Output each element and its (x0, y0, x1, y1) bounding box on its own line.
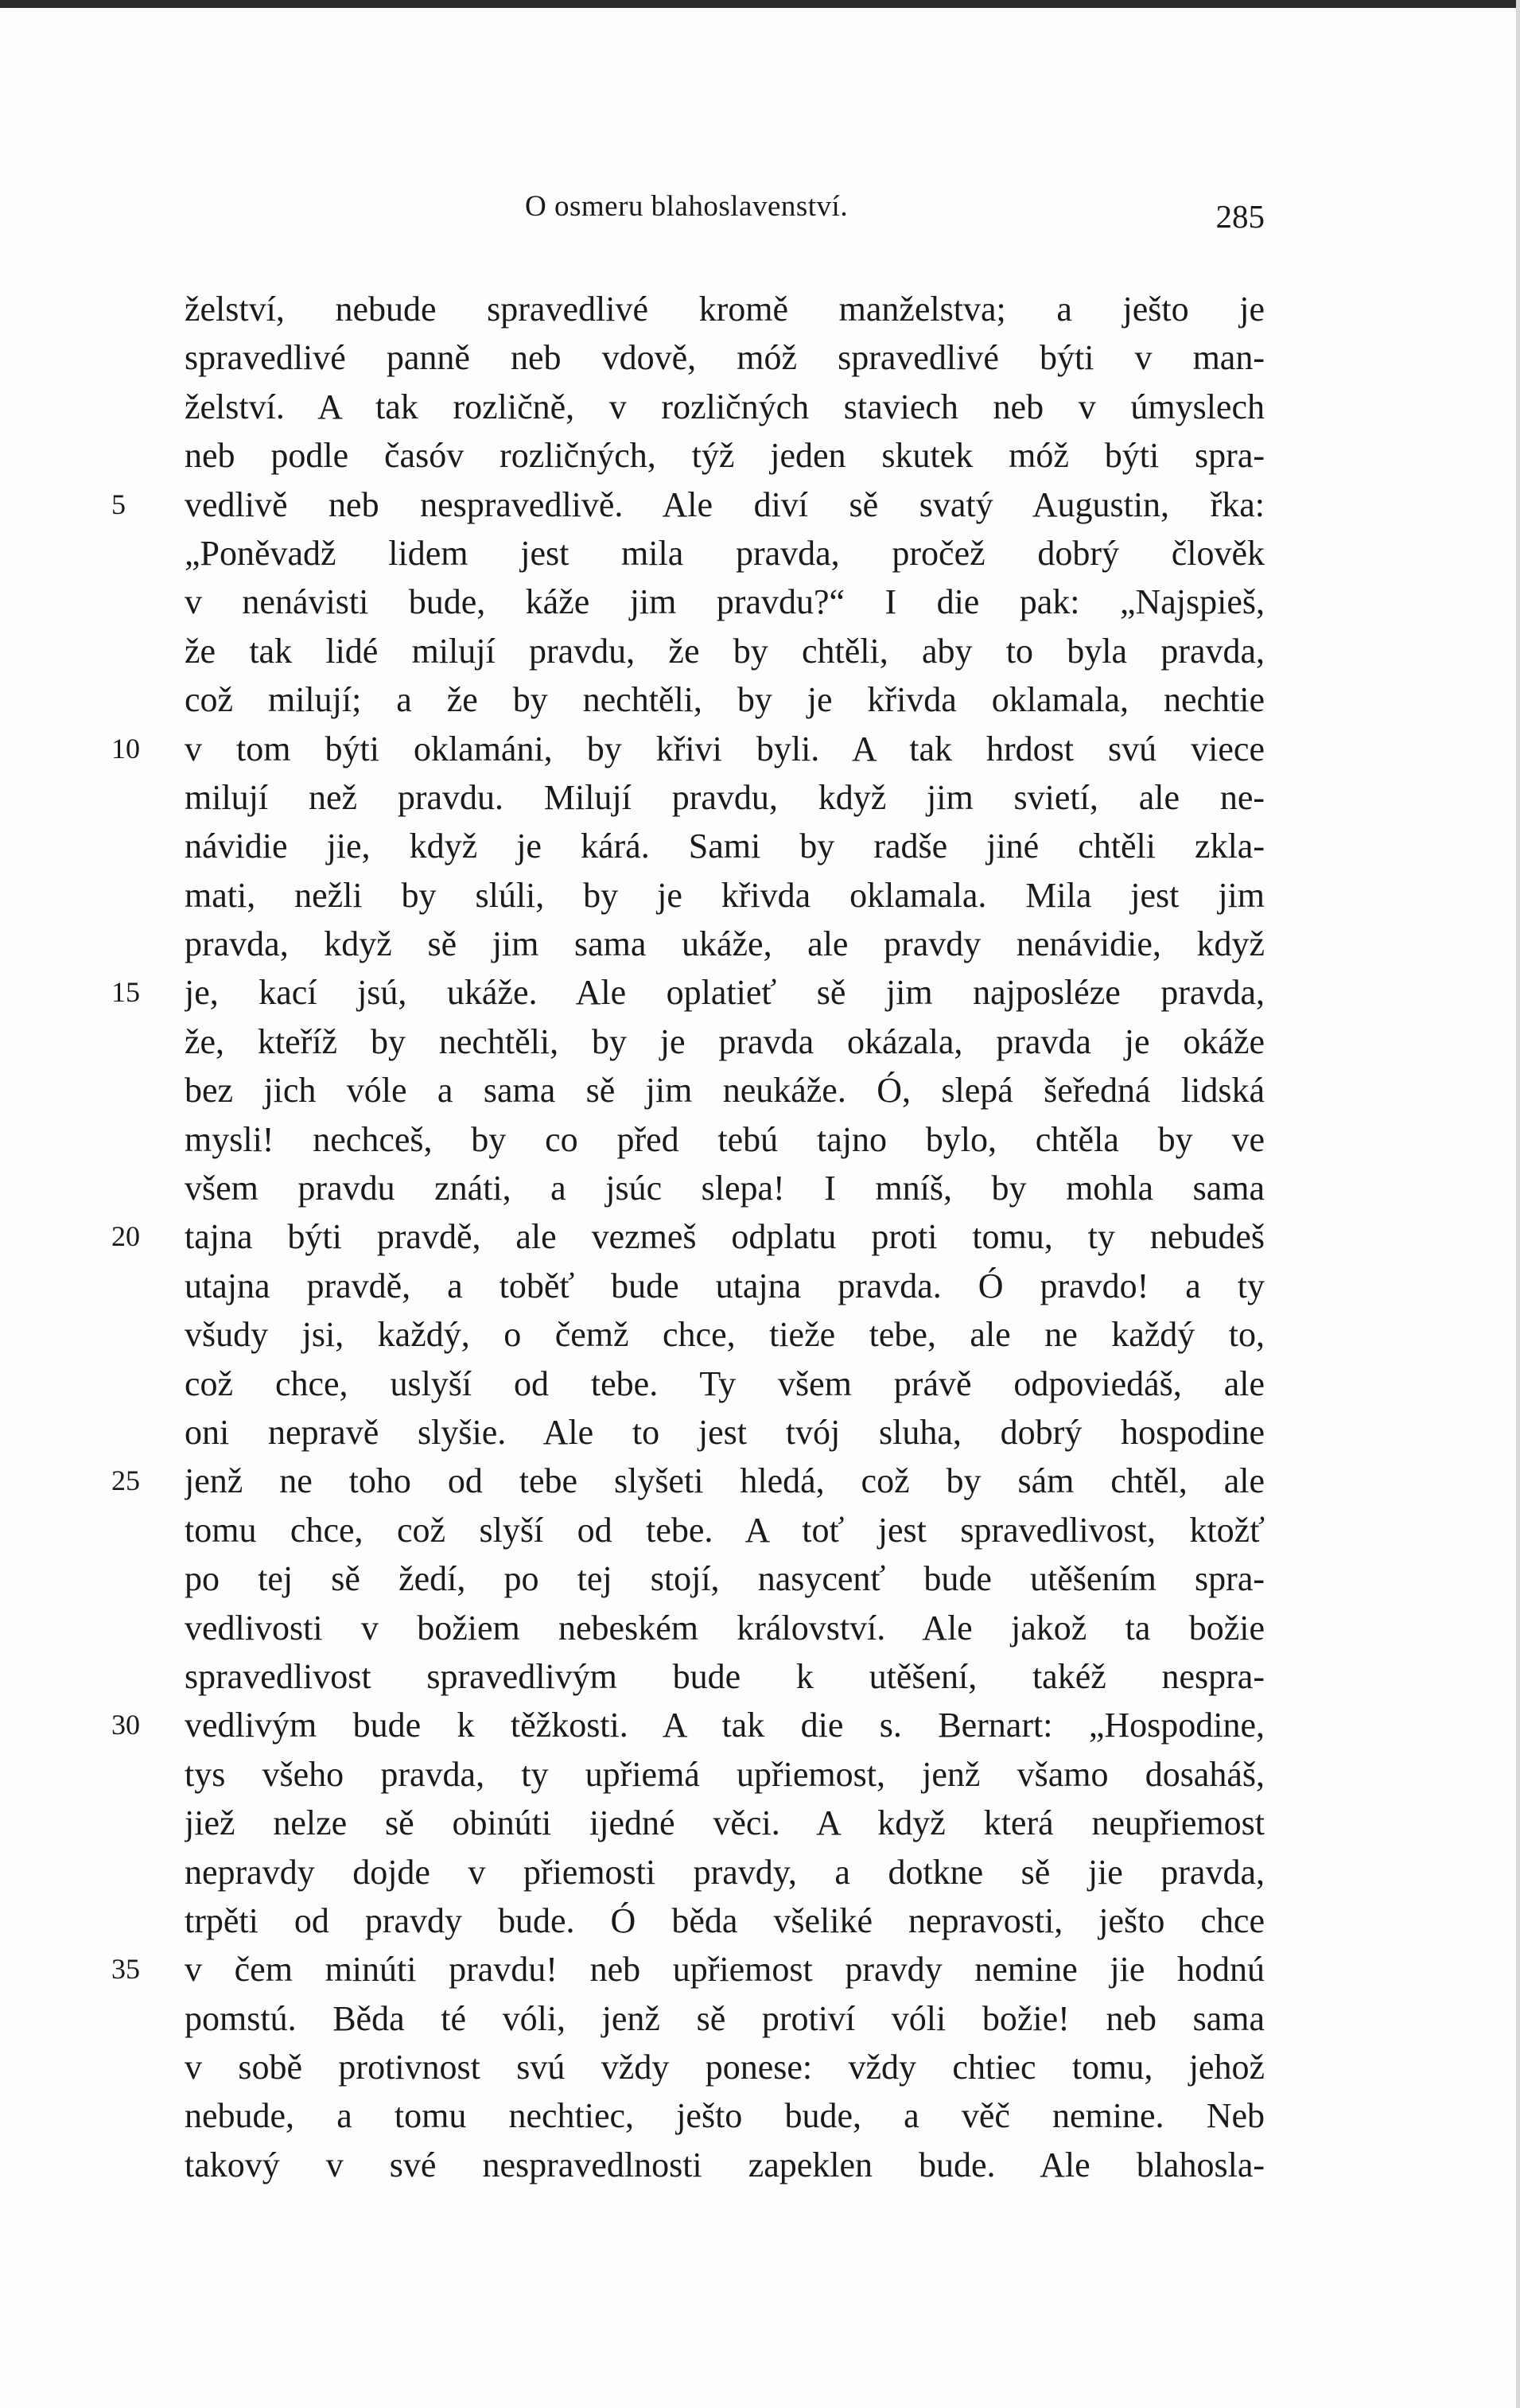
line-text: mysli! nechceš, by co před tebú tajno bylo, chtěla by ve (185, 1119, 1265, 1159)
text-line (111, 1701, 1265, 1749)
text-line (185, 1604, 1265, 1652)
text-line (185, 1310, 1265, 1359)
text-line (185, 1896, 1265, 1945)
text-line (111, 1212, 1265, 1261)
right-edge (1516, 0, 1520, 2408)
line-text: nepravdy dojde v přiemosti pravdy, a dotkne sě jie pravda, (185, 1852, 1265, 1892)
line-text: jiež nelze sě obinúti ijedné věci. A když která neupřiemost (185, 1803, 1265, 1843)
text-line (185, 1848, 1265, 1896)
text-line (185, 431, 1265, 480)
line-text: že, kteříž by nechtěli, by je pravda okázala, pravda je okáže (185, 1021, 1265, 1061)
line-text: po tej sě žedí, po tej stojí, nasycenť bude utěšením spra- (185, 1559, 1265, 1599)
line-text: neb podle časóv rozličných, týž jeden skutek móž býti spra- (185, 436, 1265, 476)
text-line (185, 333, 1265, 382)
line-text: želství, nebude spravedlivé kromě manželstva; a ješto je (185, 290, 1265, 329)
text-line (185, 2043, 1265, 2091)
text-line (185, 383, 1265, 431)
line-text: spravedlivé panně neb vdově, móž spravedlivé býti v man- (185, 338, 1265, 378)
line-text: vedlivým bude k těžkosti. A tak die s. Bernart: „Hospodine, (185, 1706, 1265, 1745)
text-line (185, 1115, 1265, 1164)
line-number: 15 (111, 976, 140, 1009)
text-line (185, 578, 1265, 626)
text-line (185, 1750, 1265, 1799)
text-line (111, 480, 1265, 529)
top-border (0, 0, 1520, 8)
text-line (185, 1408, 1265, 1457)
line-text: vedlivosti v božiem nebeském království. Ale jakož ta božie (185, 1608, 1265, 1647)
text-line (185, 2141, 1265, 2189)
text-line (185, 773, 1265, 822)
line-text: milují než pravdu. Milují pravdu, když jim svietí, ale ne- (185, 777, 1265, 817)
text-line (111, 1457, 1265, 1505)
text-line (185, 1652, 1265, 1701)
line-text: je, kací jsú, ukáže. Ale oplatieť sě jim najposléze pravda, (185, 973, 1265, 1013)
text-line (185, 1506, 1265, 1554)
line-number: 5 (111, 488, 126, 520)
line-text: že tak lidé milují pravdu, že by chtěli, aby to byla pravda, (185, 631, 1265, 671)
line-text: pomstú. Běda té vóli, jenž sě protiví vóli božie! neb sama (185, 1998, 1265, 2038)
line-text: tajna býti pravdě, ale vezmeš odplatu proti tomu, ty nebudeš (185, 1217, 1265, 1257)
line-text: mati, nežli by slúli, by je křivda oklamala. Mila jest jim (185, 875, 1265, 915)
text-line (185, 1554, 1265, 1603)
text-line (185, 871, 1265, 920)
running-head: O osmeru blahoslavenství. (525, 190, 849, 223)
line-text: v nenávisti bude, káže jim pravdu?“ I die pak: „Najspieš, (185, 582, 1265, 622)
line-text: v sobě protivnost svú vždy ponese: vždy chtiec tomu, jehož (185, 2048, 1265, 2087)
text-line (185, 285, 1265, 333)
page-header (525, 189, 1265, 237)
text-line (111, 1945, 1265, 1994)
text-line (185, 1262, 1265, 1310)
line-text: všem pravdu znáti, a jsúc slepa! I mníš, by mohla sama (185, 1169, 1265, 1208)
line-text: utajna pravdě, a toběť bude utajna pravda. Ó pravdo! a ty (185, 1266, 1265, 1305)
text-line (111, 968, 1265, 1017)
line-text: takový v své nespravedlnosti zapeklen bude. Ale blahosla- (185, 2145, 1265, 2184)
line-text: želství. A tak rozličně, v rozličných staviech neb v úmyslech (185, 387, 1265, 426)
text-line (185, 1994, 1265, 2043)
text-line (185, 920, 1265, 968)
line-text: návidie jie, když je kárá. Sami by radše jiné chtěli zkla- (185, 827, 1265, 866)
body-text (111, 285, 1265, 2189)
text-line (185, 1360, 1265, 1408)
line-number: 20 (111, 1220, 140, 1253)
line-text: vedlivě neb nespravedlivě. Ale diví sě svatý Augustin, řka: (185, 484, 1265, 524)
line-number: 35 (111, 1953, 140, 1986)
text-line (185, 675, 1265, 724)
line-text: tomu chce, což slyší od tebe. A toť jest spravedlivost, ktožť (185, 1510, 1265, 1550)
text-line (185, 1017, 1265, 1066)
line-text: trpěti od pravdy bude. Ó běda všeliké nepravosti, ješto chce (185, 1900, 1265, 1940)
text-line (111, 725, 1265, 773)
line-text: oni nepravě slyšie. Ale to jest tvój sluha, dobrý hospodine (185, 1412, 1265, 1452)
line-text: v tom býti oklamáni, by křivi byli. A tak hrdost svú viece (185, 729, 1265, 768)
line-text: což chce, uslyší od tebe. Ty všem právě odpoviedáš, ale (185, 1363, 1265, 1403)
text-line (185, 627, 1265, 675)
page-number: 285 (1215, 198, 1265, 235)
line-text: tys všeho pravda, ty upřiemá upřiemost, jenž všamo dosaháš, (185, 1754, 1265, 1794)
text-line (185, 2091, 1265, 2140)
text-line (185, 1799, 1265, 1847)
line-text: v čem minúti pravdu! neb upřiemost pravdy nemine jie hodnú (185, 1950, 1265, 1990)
line-number: 30 (111, 1709, 140, 1741)
line-number: 10 (111, 732, 140, 764)
line-text: bez jich vóle a sama sě jim neukáže. Ó, slepá šeředná lidská (185, 1071, 1265, 1111)
line-number: 25 (111, 1465, 140, 1497)
text-line (185, 1066, 1265, 1115)
line-text: spravedlivost spravedlivým bude k utěšení, takéž nespra- (185, 1656, 1265, 1696)
line-text: nebude, a tomu nechtiec, ješto bude, a věč nemine. Neb (185, 2096, 1265, 2136)
line-text: „Poněvadž lidem jest mila pravda, pročež dobrý člověk (185, 533, 1265, 573)
line-text: jenž ne toho od tebe slyšeti hledá, což by sám chtěl, ale (185, 1461, 1265, 1501)
text-line (185, 822, 1265, 870)
line-text: všudy jsi, každý, o čemž chce, tieže tebe, ale ne každý to, (185, 1315, 1265, 1355)
line-text: což milují; a že by nechtěli, by je křivda oklamala, nechtie (185, 680, 1265, 720)
text-line (185, 1164, 1265, 1212)
line-text: pravda, když sě jim sama ukáže, ale pravdy nenávidie, když (185, 924, 1265, 964)
text-line (185, 529, 1265, 578)
